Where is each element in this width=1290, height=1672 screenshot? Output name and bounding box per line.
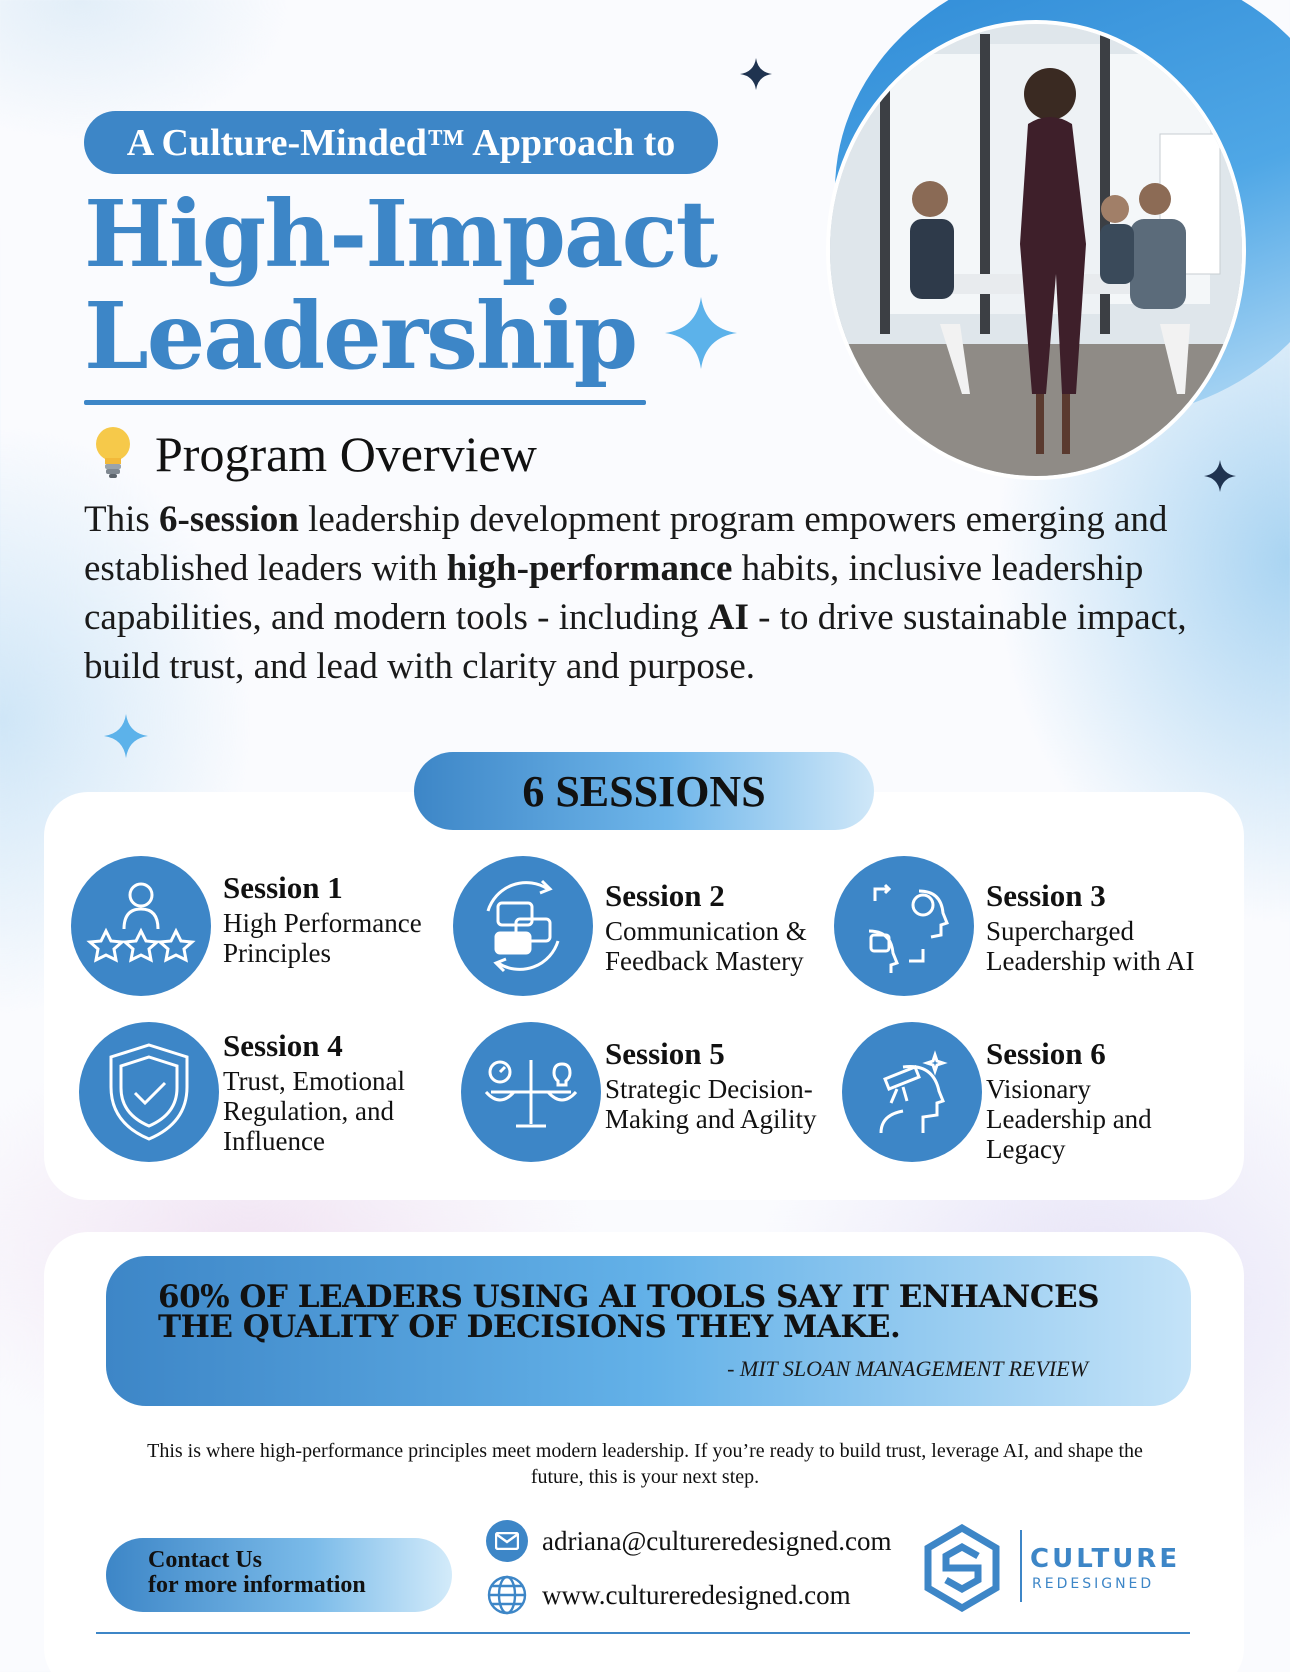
session-description: Visionary Leadership and Legacy	[986, 1074, 1152, 1164]
email-row	[486, 1520, 891, 1562]
shield-check-icon	[79, 1022, 219, 1162]
sessions-heading: 6 SESSIONS	[414, 752, 874, 830]
meeting-photo	[826, 20, 1246, 480]
logo-word-culture: CULTURE	[1030, 1544, 1181, 1574]
overview-heading: Program Overview	[155, 426, 537, 482]
sparkle-icon	[665, 290, 737, 376]
intro-paragraph: This 6-session leadership development program empowers emerging and established leaders with high-performance habits, inclusive leadership capabilities, and modern tools - including AI - to drive sustainable impact, build trust, and lead with clarity and purpose.	[84, 499, 1187, 687]
session-description: Communication & Feedback Mastery	[605, 916, 807, 976]
session-title: Session 5	[605, 1036, 725, 1071]
contact-line1: Contact Us	[148, 1547, 262, 1573]
stat-quote: 60% OF LEADERS USING AI TOOLS SAY IT ENHANCES THE QUALITY OF DECISIONS THEY MAKE.	[158, 1279, 1100, 1345]
email-link[interactable]: adriana@cultureredesigned.com	[542, 1525, 892, 1556]
session-description: Strategic Decision-Making and Agility	[605, 1074, 817, 1134]
lightbulb-icon	[90, 424, 136, 480]
session-title: Session 1	[223, 870, 343, 905]
session-description: High Performance Principles	[223, 908, 422, 968]
session-description: Trust, Emotional Regulation, and Influence	[223, 1066, 406, 1156]
session-title: Session 4	[223, 1028, 343, 1063]
page-title-line2: Leadership	[84, 282, 637, 390]
title-divider	[84, 400, 646, 405]
contact-button[interactable]	[106, 1538, 452, 1612]
logo-divider	[1020, 1530, 1022, 1602]
balance-scale-icon	[461, 1022, 601, 1162]
website-link[interactable]: www.cultureredesigned.com	[542, 1579, 851, 1610]
stat-source: - MIT SLOAN MANAGEMENT REVIEW	[727, 1356, 1088, 1381]
approach-label: A Culture-Minded™ Approach to	[84, 111, 718, 174]
contact-line2: for more information	[148, 1572, 366, 1598]
sparkle-icon	[104, 712, 148, 760]
logo-word-redesigned: REDESIGNED	[1032, 1576, 1155, 1592]
culture-redesigned-logo-icon	[922, 1524, 1002, 1612]
globe-icon	[486, 1574, 528, 1616]
page-title-line1: High-Impact	[84, 180, 717, 288]
telescope-head-icon	[842, 1022, 982, 1162]
closing-text: This is where high-performance principles meet modern leadership. If you’re ready to build trust, leverage AI, and shape the future, this is your next step.	[147, 1440, 1143, 1488]
sparkle-icon	[740, 58, 772, 90]
footer-divider	[96, 1632, 1190, 1634]
ai-head-icon	[834, 856, 974, 996]
session-title: Session 6	[986, 1036, 1106, 1071]
team-stars-icon	[71, 856, 211, 996]
session-title: Session 3	[986, 878, 1106, 913]
session-description: Supercharged Leadership with AI	[986, 916, 1195, 976]
chat-cycle-icon	[453, 856, 593, 996]
sparkle-icon	[1204, 458, 1236, 494]
mail-icon	[486, 1520, 528, 1562]
session-title: Session 2	[605, 878, 725, 913]
website-row	[486, 1574, 851, 1616]
